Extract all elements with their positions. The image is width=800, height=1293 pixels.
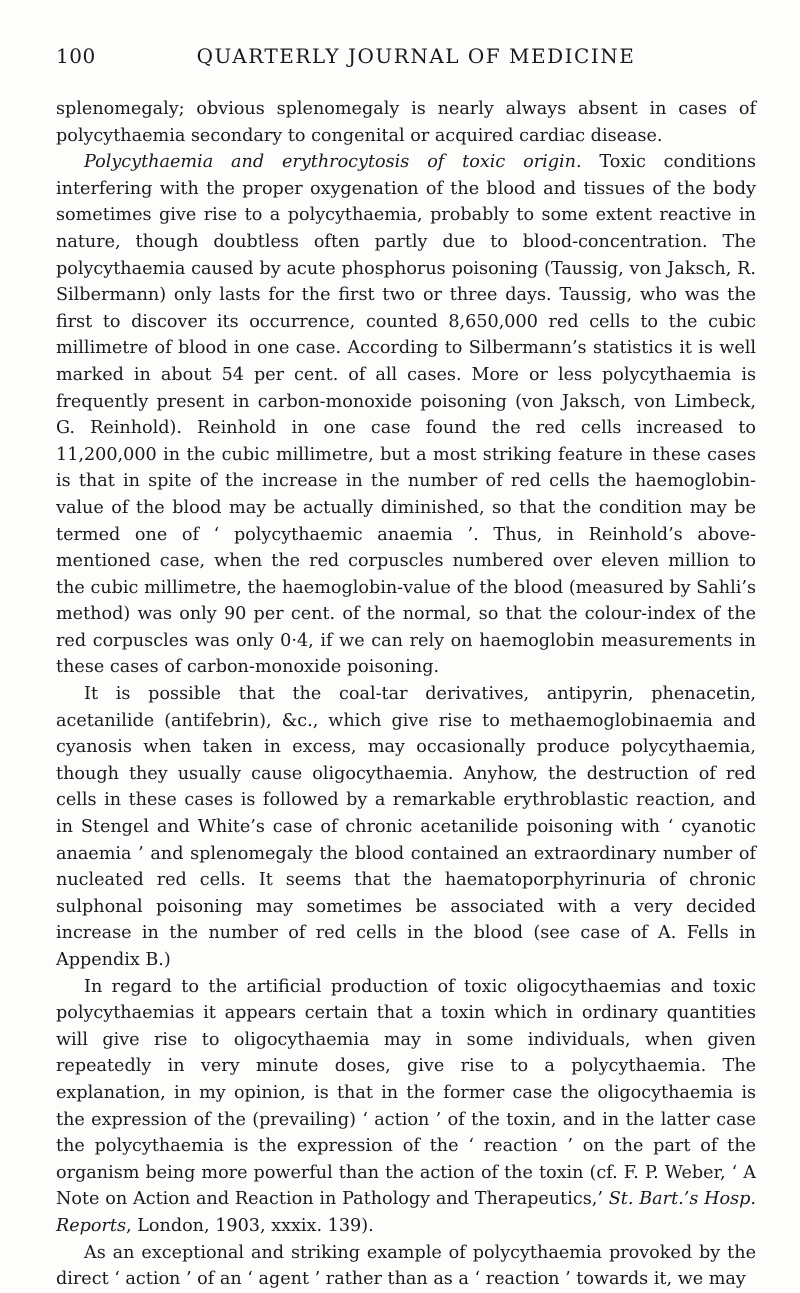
running-head xyxy=(56,44,756,84)
text-run: As an exceptional and striking example of polycythaemia provoked by the direct ‘ action ’ of an ‘ agent ’ rather than as a ‘ reaction ’ towards it, we may xyxy=(56,1242,756,1290)
body-text xyxy=(56,96,756,1293)
text-run: In regard to the artificial production of toxic oligocythaemias and toxic polycythaemias it appears certain that a toxin which in ordinary quantities will give rise to oligocythaemia may in some individuals, when given repeatedly in very minute doses, give rise to a polycythaemia. The explanation, in my opinion, is that in the former case the oligocythaemia is the expression of the (prevailing) ‘ action ’ of the toxin, and in the latter case the polycythaemia is the expression of the ‘ reaction ’ on the part of the organism being more powerful than the action of the toxin (cf. F. P. Weber, ‘ A Note on Action and Reaction in Pathology and Therapeutics,’ xyxy=(56,976,756,1210)
text-run: , London, 1903, xxxix. 139). xyxy=(126,1215,374,1236)
text-run: Toxic conditions interfering with the proper oxygenation of the blood and tissues of the body sometimes give rise to a polycythaemia, probably to some extent reactive in nature, though doubtless often partly due to blood-concentration. The polycythaemia caused by acute phosphorus poisoning (Taussig, von Jaksch, R. Silbermann) only lasts for the first two or three days. Taussig, who was the first to discover its occurrence, counted 8,650,000 red cells to the cubic millimetre of blood in one case. According to Silbermann’s statistics it is well marked in about 54 per cent. of all cases. More or less polycythaemia is frequently present in carbon-monoxide poisoning (von Jaksch, von Limbeck, G. Reinhold). Reinhold in one case found the red cells increased to 11,200,000 in the cubic millimetre, but a most striking feature in these cases is that in spite of the increase in the number of red cells the haemoglobin-value of the blood may be actually diminished, so that the condition may be termed one of ‘ polycythaemic anaemia ’. Thus, in Reinhold’s above-mentioned case, when the red corpuscles numbered over eleven million to the cubic millimetre, the haemoglobin-value of the blood (measured by Sahli’s method) was only 90 per cent. of the normal, so that the colour-index of the red corpuscles was only 0·4, if we can rely on haemoglobin measurements in these cases of carbon-monoxide poisoning. xyxy=(56,152,756,678)
journal-title: QUARTERLY JOURNAL OF MEDICINE xyxy=(196,44,636,68)
page-number: 100 xyxy=(56,44,96,68)
paragraph-4 xyxy=(56,974,756,1240)
document-page xyxy=(56,44,756,1293)
paragraph-2 xyxy=(56,149,756,681)
paragraph-3 xyxy=(56,681,756,974)
text-run: It is possible that the coal-tar derivatives, antipyrin, phenacetin, acetanilide (antifebrin), &c., which give rise to methaemoglobinaemia and cyanosis when taken in excess, may occasionally produce polycythaemia, though they usually cause oligocythaemia. Anyhow, the destruction of red cells in these cases is followed by a remarkable erythroblastic reaction, and in Stengel and White’s case of chronic acetanilide poisoning with ‘ cyanotic anaemia ’ and splenomegaly the blood contained an extraordinary number of nucleated red cells. It seems that the haematoporphyrinuria of chronic sulphonal poisoning may sometimes be associated with a very decided increase in the number of red cells in the blood (see case of A. Fells in Appendix B.) xyxy=(56,684,756,970)
paragraph-1 xyxy=(56,96,756,149)
section-heading-italic: Polycythaemia and erythrocytosis of toxic origin. xyxy=(84,152,582,173)
text-run: splenomegaly; obvious splenomegaly is nearly always absent in cases of polycythaemia secondary to congenital or acquired cardiac disease. xyxy=(56,99,756,146)
paragraph-5 xyxy=(56,1240,756,1293)
citation-title-italic: St. Bart.’s Hosp. Reports xyxy=(56,1189,756,1236)
